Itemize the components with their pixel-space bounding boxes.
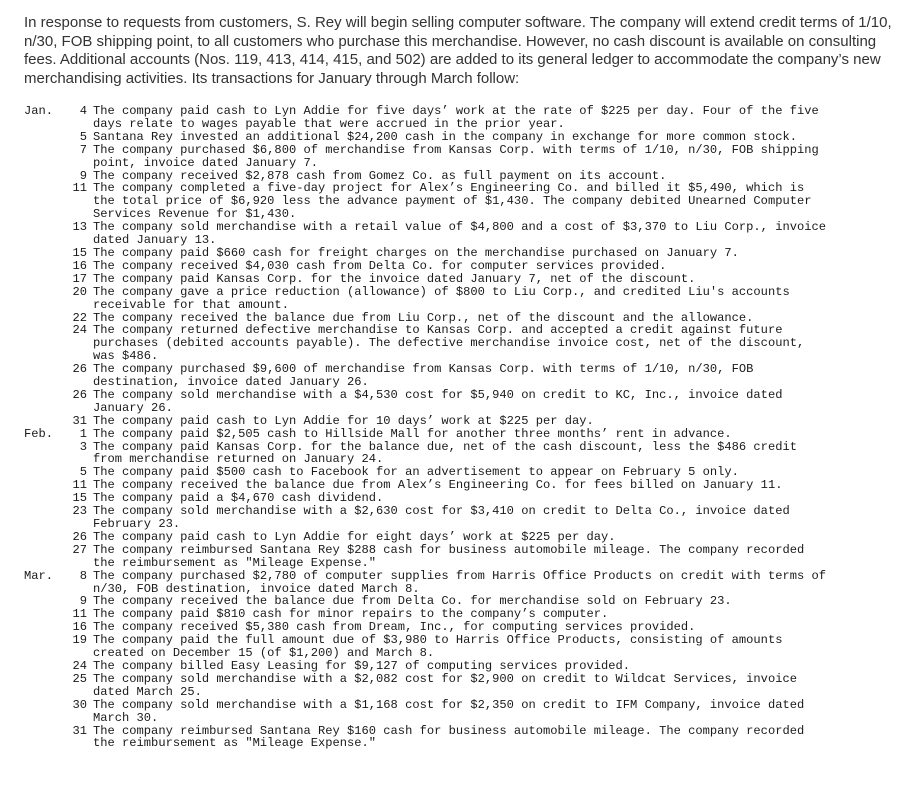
transaction-month — [24, 466, 65, 479]
transaction-text: The company received the balance due from Liu Corp., net of the discount and the allowance. — [93, 310, 754, 325]
transaction-text: The company reimbursed Santana Rey $288 cash for business automobile mileage. The company recorded the reimbursement as "Mileage Expense." — [93, 542, 805, 570]
transaction-month — [24, 673, 65, 699]
transaction-row — [24, 531, 920, 544]
transaction-day: 3 — [79, 439, 87, 454]
transaction-day: 27 — [72, 542, 87, 557]
transaction-day: 15 — [72, 491, 87, 506]
transaction-text: The company paid $2,505 cash to Hillside Mall for another three months’ rent in advance. — [93, 426, 732, 441]
transaction-text: The company paid cash to Lyn Addie for eight days’ work at $225 per day. — [93, 529, 616, 544]
transaction-row — [24, 247, 920, 260]
transaction-month — [24, 595, 65, 608]
transaction-text: The company paid cash to Lyn Addie for 10 days’ work at $225 per day. — [93, 413, 594, 428]
transaction-day: 31 — [72, 413, 87, 428]
transaction-day: 25 — [72, 671, 87, 686]
transaction-month — [24, 273, 65, 286]
transaction-text: The company sold merchandise with a $2,630 cost for $3,410 on credit to Delta Co., invoice dated February 23. — [93, 504, 790, 531]
transaction-day: 5 — [79, 465, 87, 480]
transaction-month — [24, 324, 65, 363]
transaction-day: 1 — [79, 426, 87, 441]
transaction-month — [24, 634, 65, 660]
transaction-month — [24, 505, 65, 531]
transaction-row — [24, 428, 920, 441]
transaction-month — [24, 699, 65, 725]
transaction-day: 7 — [79, 142, 87, 157]
transaction-row — [24, 660, 920, 673]
transaction-row — [24, 673, 920, 699]
transaction-row — [24, 725, 920, 751]
transaction-row — [24, 324, 920, 363]
transaction-month — [24, 286, 65, 312]
transaction-day: 8 — [79, 568, 87, 583]
transaction-text: The company received $5,380 cash from Dream, Inc., for computing services provided. — [93, 620, 696, 635]
transaction-row — [24, 144, 920, 170]
transaction-row — [24, 505, 920, 531]
transaction-month: Feb. — [24, 426, 54, 441]
transaction-text: The company paid a $4,670 cash dividend. — [93, 491, 384, 506]
transaction-text: The company purchased $6,800 of merchandise from Kansas Corp. with terms of 1/10, n/30, FOB shipping point, invoice dated January 7. — [93, 142, 819, 170]
transaction-row — [24, 441, 920, 467]
transaction-day: 15 — [72, 245, 87, 260]
transaction-month — [24, 182, 65, 221]
transaction-text: The company paid $810 cash for minor repairs to the company’s computer. — [93, 607, 609, 622]
transaction-month — [24, 544, 65, 570]
transaction-month: Jan. — [24, 104, 54, 118]
transaction-month — [24, 312, 65, 325]
transaction-day: 23 — [72, 504, 87, 519]
transaction-text: The company paid Kansas Corp. for the invoice dated January 7, net of the discount. — [93, 271, 696, 286]
transaction-month — [24, 170, 65, 183]
transaction-day: 26 — [72, 529, 87, 544]
transaction-row — [24, 182, 920, 221]
transaction-month — [24, 221, 65, 247]
transaction-day: 13 — [72, 220, 87, 235]
transaction-month — [24, 441, 65, 467]
transaction-day: 17 — [72, 271, 87, 286]
transaction-text: The company gave a price reduction (allowance) of $800 to Liu Corp., and credited Liu's accounts receivable for that amount. — [93, 284, 790, 312]
transaction-text: The company purchased $2,780 of computer supplies from Harris Office Products on credit with terms of n/30, FOB destination, invoice dated March 8. — [93, 568, 827, 596]
transaction-text: The company completed a five-day project for Alex’s Engineering Co. and billed it $5,490, which is the total price of $6,920 less the advance payment of $1,430. The company debited Unearned Computer Services Revenue for $1,430. — [93, 181, 812, 222]
transaction-text: The company paid Kansas Corp. for the balance due, net of the cash discount, less the $486 credit from merchandise returned on January 24. — [93, 439, 797, 467]
transaction-month — [24, 531, 65, 544]
transaction-month — [24, 608, 65, 621]
transaction-row — [24, 699, 920, 725]
transaction-row — [24, 105, 920, 131]
transaction-row — [24, 570, 920, 596]
transaction-row — [24, 634, 920, 660]
transaction-text: The company paid the full amount due of $3,980 to Harris Office Products, consisting of amounts created on December 15 (of $1,200) and March 8. — [93, 633, 783, 661]
transaction-day: 24 — [72, 658, 87, 673]
transaction-day: 20 — [72, 284, 87, 299]
transaction-text: The company received the balance due from Alex’s Engineering Co. for fees billed on January 11. — [93, 478, 783, 493]
transaction-text: The company sold merchandise with a $2,082 cost for $2,900 on credit to Wildcat Services, invoice dated March 25. — [93, 671, 797, 699]
transaction-day: 16 — [72, 258, 87, 273]
transaction-day: 24 — [72, 323, 87, 338]
transaction-month — [24, 415, 65, 428]
transaction-row — [24, 260, 920, 273]
transaction-text: The company purchased $9,600 of merchandise from Kansas Corp. with terms of 1/10, n/30, FOB destination, invoice dated January 26. — [93, 362, 754, 390]
transaction-row — [24, 415, 920, 428]
transaction-row — [24, 286, 920, 312]
transaction-day: 9 — [79, 594, 87, 609]
transaction-month — [24, 131, 65, 144]
transaction-row — [24, 363, 920, 389]
transaction-day: 22 — [72, 310, 87, 325]
transaction-text: The company returned defective merchandise to Kansas Corp. and accepted a credit against future purchases (debited accounts payable). The defective merchandise invoice cost, net of the discount, was $486. — [93, 323, 805, 364]
transaction-row — [24, 221, 920, 247]
transaction-month — [24, 725, 65, 751]
transaction-day: 30 — [72, 697, 87, 712]
transaction-text: The company reimbursed Santana Rey $160 cash for business automobile mileage. The company recorded the reimbursement as "Mileage Expense." — [93, 723, 805, 751]
transaction-day: 11 — [72, 607, 87, 622]
transaction-text: The company received the balance due from Delta Co. for merchandise sold on February 23. — [93, 594, 732, 609]
transaction-text: The company sold merchandise with a $4,530 cost for $5,940 on credit to KC, Inc., invoice dated January 26. — [93, 387, 783, 415]
transaction-text: The company sold merchandise with a retail value of $4,800 and a cost of $3,370 to Liu Corp., invoice dated January 13. — [93, 220, 827, 248]
transaction-text: The company paid $660 cash for freight charges on the merchandise purchased on January 7. — [93, 245, 739, 260]
transaction-month — [24, 660, 65, 673]
transaction-day: 4 — [79, 104, 87, 118]
transaction-row — [24, 544, 920, 570]
transaction-month — [24, 389, 65, 415]
transaction-text: The company paid $500 cash to Facebook for an advertisement to appear on February 5 only. — [93, 465, 739, 480]
transaction-day: 26 — [72, 362, 87, 377]
transaction-day: 19 — [72, 633, 87, 648]
transaction-text: The company received $2,878 cash from Gomez Co. as full payment on its account. — [93, 168, 667, 183]
intro-paragraph: In response to requests from customers, S. Rey will begin selling computer software. The company will extend credit terms of 1/10, n/30, FOB shipping point, to all customers who purchase this merchandise. However, no cash discount is available on consulting fees. Additional accounts (Nos. 119, 413, 414, 415, and 502) are added to its general ledger to accommodate the company’s new merchandising activities. Its transactions for January through March follow: — [24, 14, 892, 87]
transaction-month — [24, 492, 65, 505]
transaction-month — [24, 621, 65, 634]
transaction-month — [24, 363, 65, 389]
transaction-text: The company received $4,030 cash from Delta Co. for computer services provided. — [93, 258, 667, 273]
transaction-day: 26 — [72, 387, 87, 402]
transaction-day: 9 — [79, 168, 87, 183]
transaction-text: The company billed Easy Leasing for $9,127 of computing services provided. — [93, 658, 631, 673]
transaction-row — [24, 131, 920, 144]
transaction-day: 11 — [72, 181, 87, 196]
transaction-month — [24, 479, 65, 492]
transaction-day: 5 — [79, 129, 87, 144]
transaction-row — [24, 389, 920, 415]
transaction-row — [24, 273, 920, 286]
transaction-text: The company paid cash to Lyn Addie for five days’ work at the rate of $225 per day. Four of the five days relate to wages payable that were accrued in the prior year. — [93, 104, 819, 131]
transaction-text: The company sold merchandise with a $1,168 cost for $2,350 on credit to IFM Company, invoice dated March 30. — [93, 697, 805, 725]
transaction-day: 16 — [72, 620, 87, 635]
transaction-day: 11 — [72, 478, 87, 493]
transaction-list — [24, 105, 920, 750]
transaction-month — [24, 260, 65, 273]
transaction-text: Santana Rey invested an additional $24,200 cash in the company in exchange for more common stock. — [93, 129, 797, 144]
transaction-month — [24, 247, 65, 260]
transaction-month — [24, 144, 65, 170]
transaction-day: 31 — [72, 723, 87, 738]
transaction-month: Mar. — [24, 568, 54, 583]
